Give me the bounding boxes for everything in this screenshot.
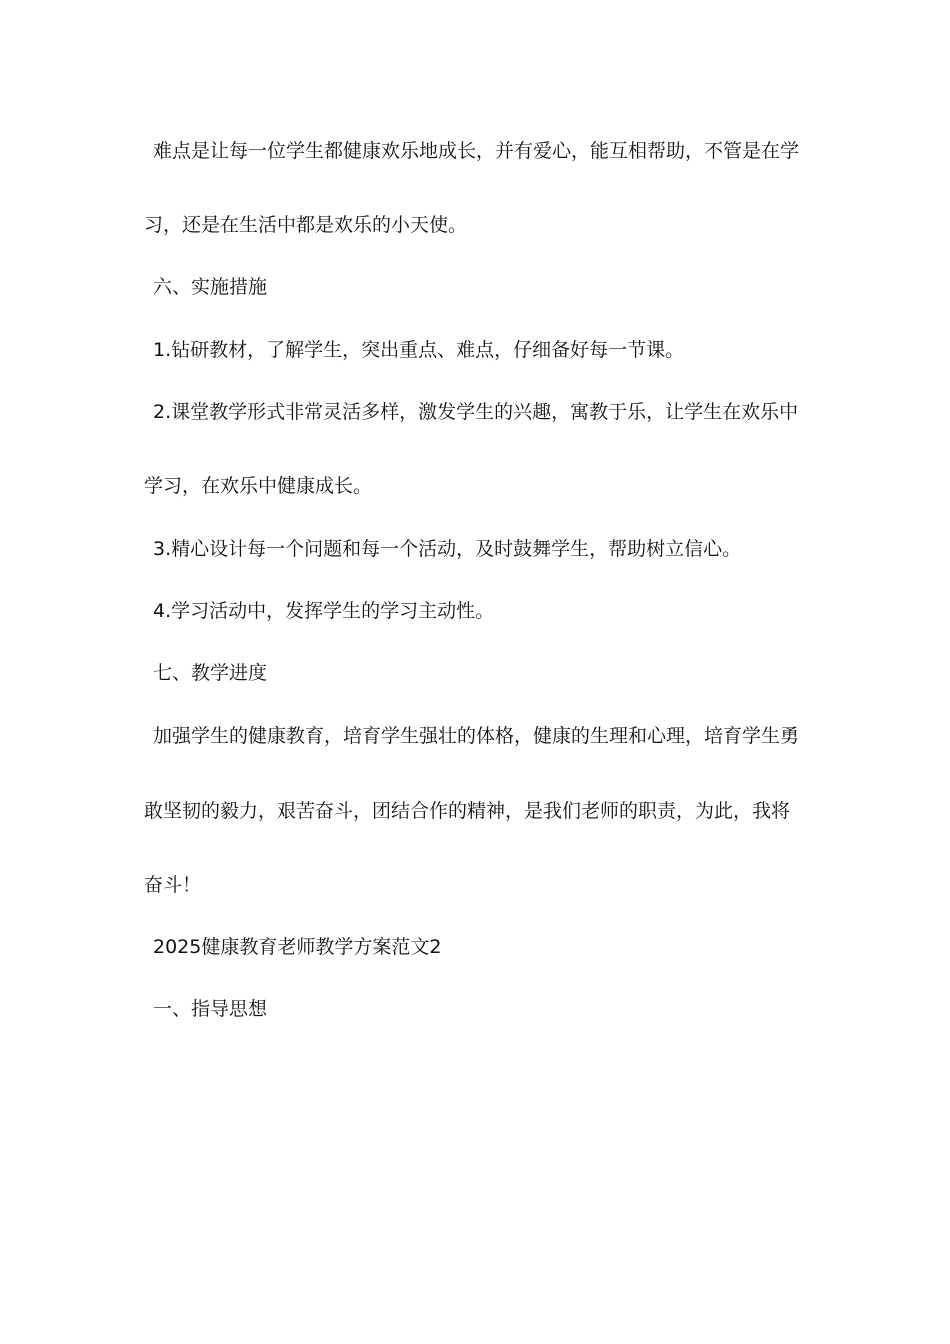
- document-title: 2025健康教育老师教学方案范文2: [153, 936, 442, 958]
- section-heading: 七、教学进度: [153, 662, 268, 684]
- list-item: 2.课堂教学形式非常灵活多样，激发学生的兴趣，寓教于乐，让学生在欢乐中: [153, 401, 799, 423]
- paragraph-line: 奋斗！: [144, 874, 202, 896]
- paragraph-line: 习，还是在生活中都是欢乐的小天使。: [144, 214, 468, 236]
- section-heading: 六、实施措施: [153, 276, 268, 298]
- section-heading: 一、指导思想: [153, 998, 268, 1020]
- paragraph-line: 敢坚韧的毅力，艰苦奋斗，团结合作的精神，是我们老师的职责，为此，我将: [144, 800, 791, 822]
- paragraph-line: 难点是让每一位学生都健康欢乐地成长，并有爱心，能互相帮助，不管是在学: [153, 140, 800, 162]
- list-item: 3.精心设计每一个问题和每一个活动，及时鼓舞学生，帮助树立信心。: [153, 538, 742, 560]
- paragraph-line: 学习，在欢乐中健康成长。: [144, 475, 373, 497]
- paragraph-line: 加强学生的健康教育，培育学生强壮的体格，健康的生理和心理，培育学生勇: [153, 725, 800, 747]
- list-item: 4.学习活动中，发挥学生的学习主动性。: [153, 600, 495, 622]
- list-item: 1.钻研教材，了解学生，突出重点、难点，仔细备好每一节课。: [153, 339, 685, 361]
